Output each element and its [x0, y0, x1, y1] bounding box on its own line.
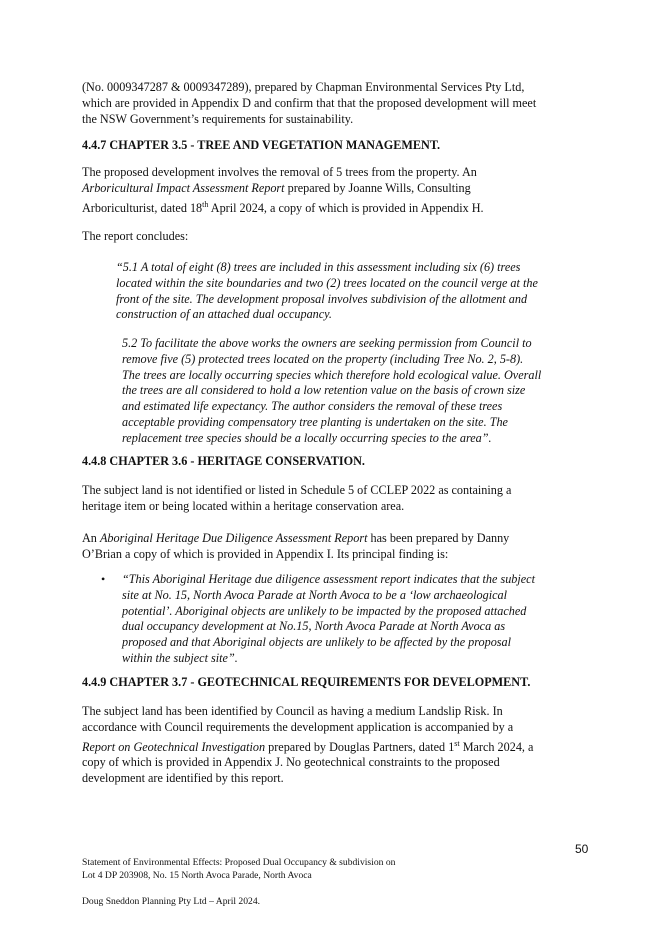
report-title: Report on Geotechnical Investigation [82, 739, 266, 754]
section-heading-448: 4.4.8 CHAPTER 3.6 - HERITAGE CONSERVATION. [82, 454, 365, 468]
heritage-paragraph: The subject land is not identified or listed in Schedule 5 of CCLEP 2022 as containing a heritage item or being located within a heritage conservation area. [82, 483, 512, 513]
report-title: Aboriginal Heritage Due Diligence Assessment Report [99, 531, 368, 545]
report-title: Arboricultural Impact Assessment Report [82, 180, 285, 195]
intro-line: (No. 0009347287 & 0009347289), prepared by Chapman Environmental Services Pty Ltd, [82, 80, 525, 94]
tree-paragraph: The proposed development involves the removal of 5 trees from the property. An Arboricultural Impact Assessment Report prepared by Joanne Wills, Consulting Arboriculturist, dated 18th April 2024, a copy of which is provided in Appendix H. [82, 165, 484, 215]
footer-document-title: Statement of Environmental Effects: Proposed Dual Occupancy & subdivision on Lot 4 DP 203908, No. 15 North Avoca Parade, North Avoca [82, 857, 396, 881]
footer-author: Doug Sneddon Planning Pty Ltd – April 2024. [82, 896, 261, 907]
intro-paragraph [82, 80, 597, 127]
intro-line: the NSW Government’s requirements for sustainability. [82, 111, 354, 126]
bullet-icon: • [101, 572, 106, 586]
quote-5-1: “5.1 A total of eight (8) trees are included in this assessment including six (6) trees located within the site boundaries and two (2) trees located on the council verge at the front of the site. The development proposal involves subdivision of the allotment and construction of an attached dual occupancy. [116, 260, 538, 322]
page-number: 50 [575, 842, 589, 856]
quote-5-2: 5.2 To facilitate the above works the owners are seeking permission from Council to remove five (5) protected trees located on the property (including Tree No. 2, 5-8). The trees are locally occurring species which therefore hold ecological value. Overall the trees are all considered to hold a low retention value on the basis of crown size and estimated life expectancy. The author considers the removal of these trees acceptable providing compensatory tree planting is undertaken on the site. The replacement tree species should be a locally occurring species to the area”. [122, 336, 542, 445]
heritage-finding-quote: “This Aboriginal Heritage due diligence assessment report indicates that the subject site at No. 15, North Avoca Parade at North Avoca to be a ‘low archaeological potential’. Aboriginal objects are unlikely to be impacted by the proposed attached dual occupancy development at No.15, North Avoca Parade at North Avoca as proposed and that Aboriginal objects are unlikely to be affected by the proposal within the subject site”. [122, 572, 535, 665]
aboriginal-report-paragraph: An Aboriginal Heritage Due Diligence Assessment Report has been prepared by Danny O’Brian a copy of which is provided in Appendix I. Its principal finding is: [82, 531, 510, 561]
geotech-paragraph: The subject land has been identified by Council as having a medium Landslip Risk. In accordance with Council requirements the development application is accompanied by a Report on Geotechnical Investigation prepared by Douglas Partners, dated 1st March 2024, a copy of which is provided in Appendix J. No geotechnical constraints to the proposed development are identified by this report. [82, 704, 534, 786]
report-concludes-text: The report concludes: [82, 229, 189, 243]
section-heading-449: 4.4.9 CHAPTER 3.7 - GEOTECHNICAL REQUIREMENTS FOR DEVELOPMENT. [82, 675, 531, 689]
section-heading-447: 4.4.7 CHAPTER 3.5 - TREE AND VEGETATION MANAGEMENT. [82, 138, 441, 152]
intro-line: which are provided in Appendix D and confirm that that the proposed development will meet [82, 95, 537, 110]
